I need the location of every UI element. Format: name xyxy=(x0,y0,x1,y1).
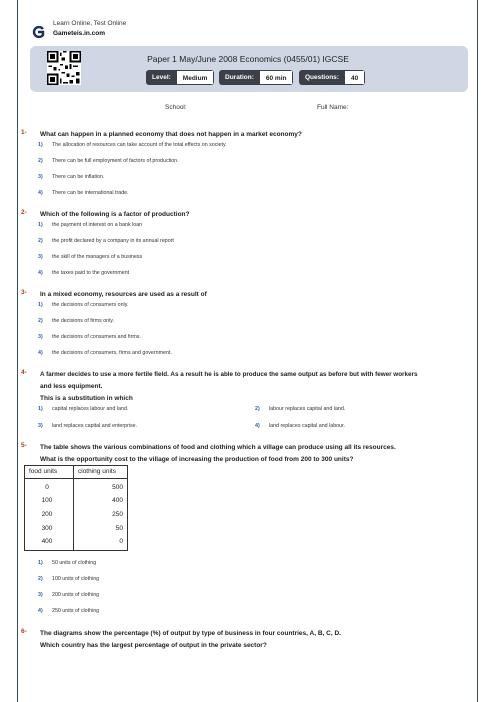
option-text: There can be full employment of factors of production. xyxy=(52,158,179,164)
option-number: 1) xyxy=(38,142,43,148)
table-cell: 400 xyxy=(112,497,123,504)
school-label: School: xyxy=(165,104,187,111)
question-text: In a mixed economy, resources are used as a result of xyxy=(40,291,207,298)
option-text: the taxes paid to the government xyxy=(52,270,130,276)
level-label: Level: xyxy=(146,70,177,85)
option-text: 200 units of clothing xyxy=(52,592,100,598)
table-cell: 200 xyxy=(41,511,53,518)
table-cell: 100 xyxy=(41,497,53,504)
table-cell: 300 xyxy=(41,525,53,532)
question-text-line-1: The diagrams show the percentage (%) of output by type of business in four countries, A, B, C, D. xyxy=(40,630,341,637)
fullname-label: Full Name: xyxy=(317,104,349,111)
option-text: capital replaces labour and land. xyxy=(52,406,129,412)
option-number: 3) xyxy=(38,334,43,340)
table-header-clothing: clothing units xyxy=(78,468,116,475)
option-number: 4) xyxy=(38,190,43,196)
option-text: 250 units of clothing xyxy=(52,608,100,614)
question-text-line-1: A farmer decides to use a more fertile field. As a result he is able to produce the same output as before but with fewer workers xyxy=(40,371,418,378)
duration-chip xyxy=(219,70,293,85)
option-text: the decisions of consumers only. xyxy=(52,302,129,308)
option-text: the skill of the managers of a business xyxy=(52,254,143,260)
table-cell: 500 xyxy=(112,484,123,491)
option-text: the profit declared by a company in its annual report xyxy=(52,238,174,244)
option-text: There can be inflation. xyxy=(52,174,105,180)
table-divider xyxy=(25,478,127,479)
option-number: 3) xyxy=(38,423,43,429)
option-text: 100 units of clothing xyxy=(52,576,100,582)
option-text: 50 units of clothing xyxy=(52,560,97,566)
paper-title: Paper 1 May/June 2008 Economics (0455/01) IGCSE xyxy=(147,54,349,64)
option-text: the decisions of consumers and firms. xyxy=(52,334,141,340)
option-number: 4) xyxy=(38,608,43,614)
option-number: 2) xyxy=(255,406,260,412)
level-value: Medium xyxy=(177,70,215,85)
question-text: What can happen in a planned economy that does not happen in a market economy? xyxy=(40,131,302,138)
option-number: 3) xyxy=(38,592,43,598)
paper-header xyxy=(30,46,468,92)
question-number: 6- xyxy=(21,628,27,635)
option-number: 2) xyxy=(38,318,43,324)
option-number: 1) xyxy=(38,406,43,412)
table-cell: 0 xyxy=(45,484,49,491)
brand-site[interactable]: Gameteis.in.com xyxy=(53,30,106,37)
question-number: 3- xyxy=(21,289,27,296)
option-number: 2) xyxy=(38,238,43,244)
questions-chip xyxy=(299,70,365,85)
option-text: labour replaces capital and land. xyxy=(269,406,346,412)
production-table xyxy=(24,465,128,551)
question-text-line-1: The table shows the various combinations of food and clothing which a village can produce using all its resources. xyxy=(40,444,396,451)
question-text: Which of the following is a factor of production? xyxy=(40,211,190,218)
option-number: 3) xyxy=(38,254,43,260)
duration-value: 60 min xyxy=(260,70,294,85)
question-number: 1- xyxy=(21,129,27,136)
table-header-food: food units xyxy=(29,468,58,475)
option-text: the decisions of firms only. xyxy=(52,318,115,324)
option-text: the decisions of consumers, firms and government. xyxy=(52,350,172,356)
option-number: 1) xyxy=(38,222,43,228)
question-text-line-2: and less equipment. xyxy=(40,383,103,390)
option-number: 1) xyxy=(38,302,43,308)
option-number: 2) xyxy=(38,158,43,164)
option-number: 4) xyxy=(255,423,260,429)
question-number: 4- xyxy=(21,369,27,376)
option-text: There can be international trade. xyxy=(52,190,129,196)
question-number: 2- xyxy=(21,209,27,216)
option-number: 1) xyxy=(38,560,43,566)
question-text-line-3: This is a substitution in which xyxy=(40,395,133,402)
question-text-line-2: What is the opportunity cost to the village of increasing the production of food from 200 to 300 units? xyxy=(40,456,354,463)
duration-label: Duration: xyxy=(219,70,260,85)
option-number: 3) xyxy=(38,174,43,180)
table-cell: 400 xyxy=(41,538,53,545)
level-chip xyxy=(146,70,214,85)
questions-value: 40 xyxy=(345,70,365,85)
question-text-line-2: Which country has the largest percentage of output in the private sector? xyxy=(40,642,267,649)
gameteis-logo-icon xyxy=(31,26,45,38)
question-number: 5- xyxy=(21,442,27,449)
option-text: the payment of interest on a bank loan xyxy=(52,222,143,228)
brand-tagline: Learn Online, Test Online xyxy=(53,20,127,27)
table-cell: 0 xyxy=(119,538,123,545)
option-text: land replaces capital and labour. xyxy=(269,423,345,429)
option-text: The allocation of resources can take account of the total effects on society. xyxy=(52,142,227,148)
questions-label: Questions: xyxy=(299,70,345,85)
table-cell: 250 xyxy=(112,511,123,518)
option-number: 4) xyxy=(38,350,43,356)
option-number: 2) xyxy=(38,576,43,582)
option-number: 4) xyxy=(38,270,43,276)
option-text: land replaces capital and enterprise. xyxy=(52,423,138,429)
table-cell: 50 xyxy=(115,525,123,532)
